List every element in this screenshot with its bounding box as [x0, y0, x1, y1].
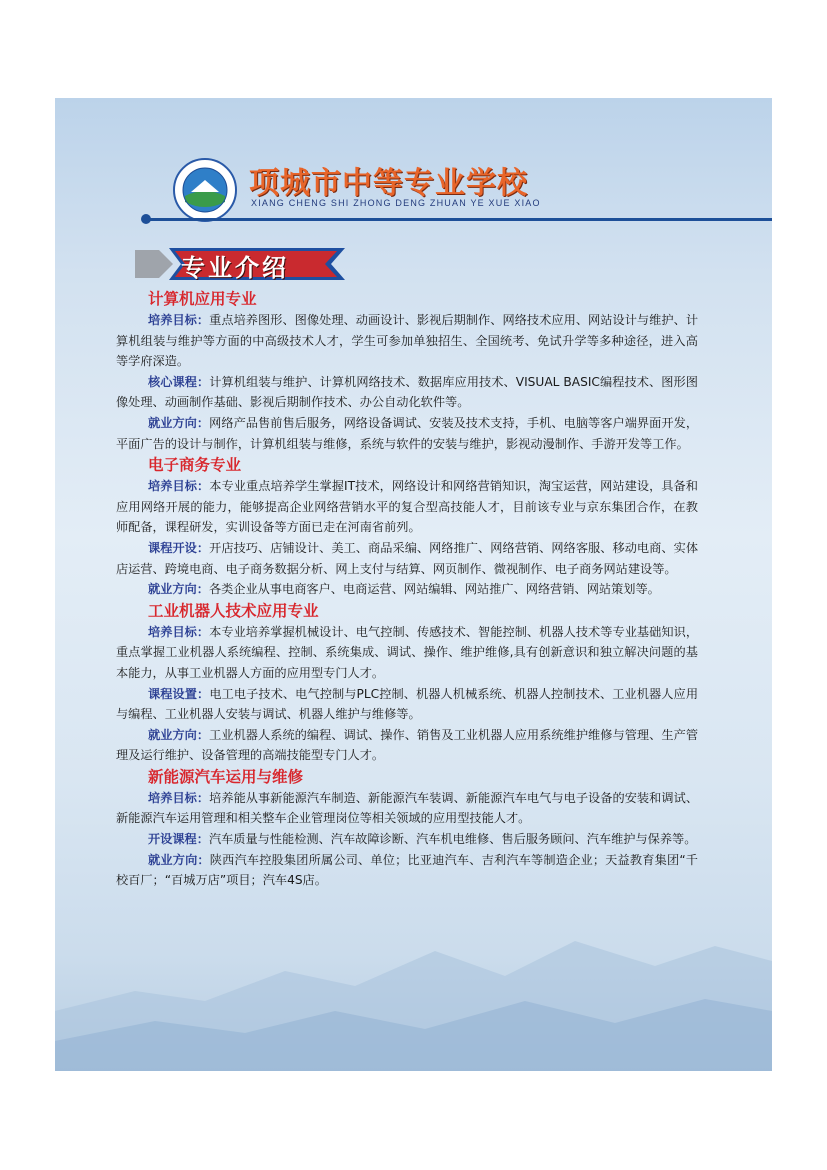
brochure-page	[55, 98, 772, 1071]
paragraph-text: 培养能从事新能源汽车制造、新能源汽车装调、新能源汽车电气与电子设备的安装和调试、新能源汽车运用管理和相关整车企业管理岗位等相关领域的应用型技能人才。	[116, 790, 699, 826]
school-name-pinyin: XIANG CHENG SHI ZHONG DENG ZHUAN YE XUE XIAO	[251, 198, 541, 208]
majors-content	[116, 288, 698, 891]
major-title: 新能源汽车运用与维修	[148, 767, 304, 786]
paragraph-text: 开店技巧、店铺设计、美工、商品采编、网络推广、网络营销、网络客服、移动电商、实体店运营、跨境电商、电子商务数据分析、网上支付与结算、网页制作、微视制作、电子商务网站建设等。	[116, 540, 699, 576]
major-title: 电子商务专业	[148, 456, 242, 475]
major-title: 计算机应用专业	[148, 290, 257, 308]
major-robotics	[116, 600, 698, 766]
paragraph-text: 汽车质量与性能检测、汽车故障诊断、汽车机电维修、售后服务顾问、汽车维护与保养等。	[208, 832, 697, 847]
paragraph-label: 培养目标：	[148, 624, 210, 639]
paragraph-text: 工业机器人系统的编程、调试、操作、销售及工业机器人应用系统维护维修与管理、生产管理及运行维护、设备管理的高端技能型专门人才。	[116, 727, 699, 763]
major-ecommerce	[116, 454, 698, 600]
paragraph-label: 就业方向：	[148, 415, 210, 430]
paragraph-label: 培养目标：	[148, 313, 210, 327]
paragraph	[116, 413, 698, 454]
paragraph-text: 网络产品售前售后服务，网络设备调试、安装及技术支持，手机、电脑等客户端界面开发，平面广告的设计与制作，计算机组装与维修，系统与软件的安装与维护，影视动漫制作、手游开发等工作。	[116, 415, 699, 451]
paragraph-text: 本专业重点培养学生掌握IT技术，网络设计和网络营销知识，淘宝运营，网站建设，具备和应用网络开展的能力，能够提高企业网络营销水平的复合型高技能人才，目前该专业与京东集团合作，在教师配备，课程研发，实训设备等方面已走在河南省前列。	[116, 479, 698, 535]
paragraph-label: 培养目标：	[148, 790, 210, 805]
paragraph	[116, 622, 698, 684]
paragraph-text: 电工电子技术、电气控制与PLC控制、机器人机械系统、机器人控制技术、工业机器人应用与编程、工业机器人安装与调试、机器人维护与维修等。	[116, 686, 699, 722]
paragraph-text: 本专业培养掌握机械设计、电气控制、传感技术、智能控制、机器人技术等专业基础知识，重点掌握工业机器人系统编程、控制、系统集成、调试、操作、维护维修,具有创新意识和独立解决问题的基本能力，从事工业机器人方面的应用型专门人才。	[116, 624, 699, 680]
paragraph-label: 核心课程：	[148, 374, 210, 389]
major-new-energy-vehicle	[116, 766, 698, 891]
paragraph-label: 就业方向：	[148, 727, 210, 742]
paragraph	[116, 725, 698, 766]
header-rule	[146, 218, 772, 221]
section-title: 专业介绍	[181, 254, 289, 282]
paragraph	[116, 788, 698, 829]
paragraph-text: 重点培养图形、图像处理、动画设计、影视后期制作、网络技术应用、网站设计与维护、计算机组装与维护等方面的中高级技术人才，学生可参加单独招生、全国统考、免试升学等多种途径，进入高等学府深造。	[116, 313, 699, 369]
paragraph-text: 陕西汽车控股集团所属公司、单位；比亚迪汽车、吉利汽车等制造企业；天益教育集团“千校百厂；“百城万店”项目；汽车4S店。	[116, 852, 698, 888]
major-title: 工业机器人技术应用专业	[148, 601, 319, 620]
paragraph-text: 计算机组装与维护、计算机网络技术、数据库应用技术、VISUAL BASIC编程技术、图形图像处理、动画制作基础、影视后期制作技术、办公自动化软件等。	[116, 374, 698, 410]
paragraph	[116, 684, 698, 725]
paragraph	[116, 538, 698, 579]
paragraph-label: 就业方向：	[148, 582, 209, 597]
major-computer	[116, 288, 698, 454]
paragraph-label: 课程开设：	[148, 540, 210, 555]
school-logo-icon	[173, 158, 237, 222]
paragraph-label: 培养目标：	[148, 479, 210, 494]
school-name: 项城市中等专业学校	[249, 166, 528, 201]
paragraph	[116, 850, 698, 891]
paragraph	[116, 829, 698, 850]
paragraph-label: 课程设置：	[148, 686, 210, 701]
paragraph	[116, 476, 698, 538]
paragraph	[116, 579, 698, 600]
paragraph-label: 就业方向：	[148, 852, 210, 867]
paragraph-label: 开设课程：	[148, 832, 209, 847]
paragraph-text: 各类企业从事电商客户、电商运营、网站编辑、网站推广、网络营销、网站策划等。	[208, 582, 660, 597]
paragraph	[116, 310, 698, 372]
paragraph	[116, 372, 698, 413]
